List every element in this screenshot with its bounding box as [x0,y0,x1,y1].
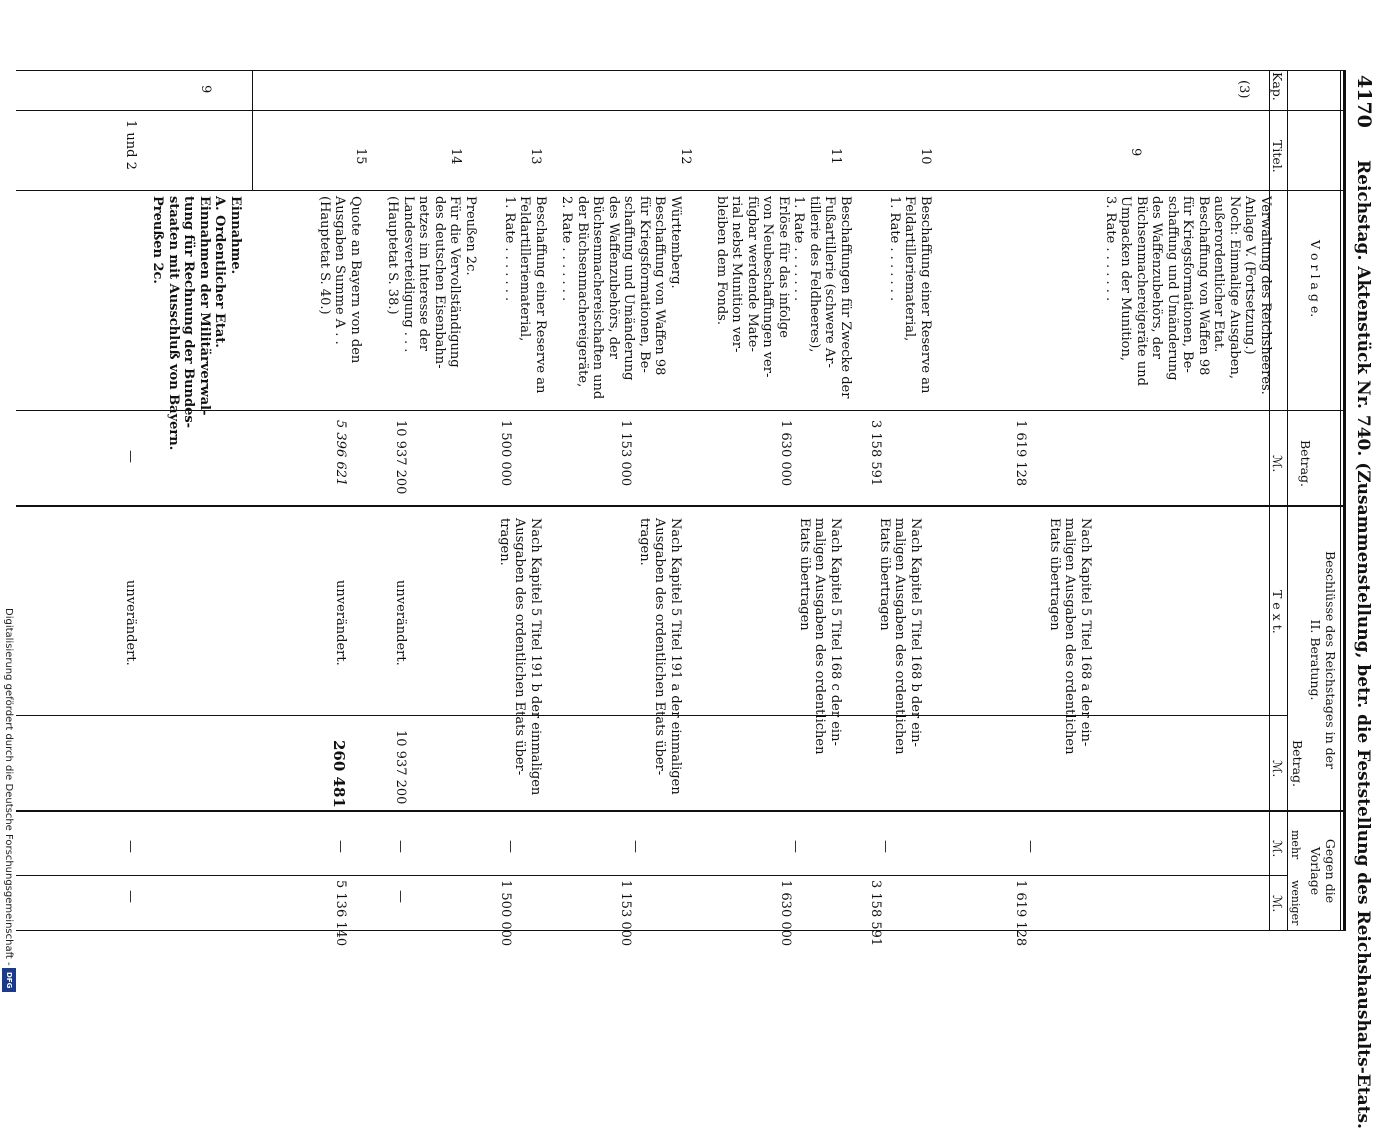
row-weniger: 1 153 000 [618,880,633,947]
row-titel: 10 [918,148,933,165]
row-vorlage-text: Verwaltung des Reichsheeres. Anlage V. (Fortsetzung.) Noch: Einmalige Ausgaben, außerordentlicher Etat. Beschaffung von Waffen 98 für Kriegsformationen, Be- schaffung und Umänderung des Waffenzubehörs, der Büchsenmachereigeräte und Umpacken der Munition, 3. Rate . . . . . . . [1103,196,1273,395]
row-weniger: — [393,890,408,903]
row-betrag: 1 153 000 [618,420,633,487]
row-titel: 9 [1128,148,1143,157]
row-beschluss-text: Nach Kapitel 5 Titel 168 b der ein- maligen Ausgaben des ordentlichen Etats übertragen [877,518,923,755]
row-weniger: — [123,890,138,903]
col-header-beschluesse: Beschlüsse des Reichstages in der II. Beratung. [1308,550,1338,770]
kap-value-3: (3) [1236,80,1251,99]
col-header-gegen: Gegen die Vorlage [1308,838,1338,904]
row-weniger: 1 619 128 [1013,880,1028,947]
row-vorlage-text: Einnahme. A. Ordentlicher Etat. Einnahmen der Militärverwal- tung für Rechnung der Bundes- staaten mit Ausschluß von Bayern. Preußen 2c. [150,196,243,451]
row-betrag: 10 937 200 [393,420,408,495]
row-betrag: 1 630 000 [778,420,793,487]
row-betrag: 5 396 621 [333,420,348,487]
row-mehr: — [788,840,803,853]
col-header-mark4: ℳ. [1270,895,1285,913]
page-number: 4170 [1353,75,1375,128]
row-beschluss-text: Nach Kapitel 5 Titel 191 a der einmaligen Ausgaben des ordentlichen Etats über- tragen. [637,518,683,795]
row-mehr: — [628,840,643,853]
col-sep-betrag [16,505,1346,507]
row-beschluss-text: Nach Kapitel 5 Titel 168 a der ein- maligen Ausgaben des ordentlichen Etats übertragen [1047,518,1093,755]
col-header-weniger: weniger [1289,880,1302,926]
row-separator [252,70,253,190]
footer-credit: Digitalisierung gefördert durch die Deutsche Forschungsgemeinschaft - [3,608,14,966]
col-header-mark3: ℳ. [1270,840,1285,858]
col-sep-titel [16,190,1346,191]
col-header-mark2: ℳ. [1270,760,1285,778]
row-betrag: — [123,450,138,463]
row-beschluss-text: unverändert. [123,580,138,666]
row-titel: 14 [448,148,463,165]
row-mehr: — [333,840,348,853]
header-rule-thin [1340,70,1341,930]
row-beschluss-text: Nach Kapitel 5 Titel 168 c der ein- maligen Ausgaben des ordentlichen Etats übertragen [797,518,843,755]
col-header-mehr: mehr [1289,830,1302,860]
row-mehr: — [1023,840,1038,853]
row-weniger: 1 630 000 [778,880,793,947]
row-vorlage-text: Quote an Bayern von den Ausgaben Summe A . . (Hauptetat S. 40.) [317,196,363,364]
row-mehr: — [878,840,893,853]
page-header-title: Reichstag. Aktenstück Nr. 740. (Zusammenstellung, betr. die Feststellung des Reichshaushalts-Etats. [1353,160,1373,1129]
row-betrag2: 10 937 200 [393,730,408,805]
footer [0,0,20,1000]
row-vorlage-text: Württemberg. Beschaffung von Waffen 98 für Kriegsformationen, Be- schaffung und Umänderung des Waffenzubehörs, der Büchsenmachereischaften und der Büchsenmachereigeräte, 2. Rate . . . . . . . [559,196,683,400]
col-sep-left [16,70,1346,71]
row-titel: 12 [678,148,693,165]
col-header-titel: Titel. [1270,140,1285,173]
col-sep-kap [16,110,1346,111]
col-header-betrag: Betrag. [1298,440,1313,488]
row-vorlage-text: Beschaffung einer Reserve an Feldartilleriematerial, 1. Rate . . . . . . . [887,196,933,394]
row-beschluss-text: Nach Kapitel 5 Titel 191 b der einmaligen Ausgaben des ordentlichen Etats über- tragen. [497,518,543,796]
dfg-logo: DFG [2,968,16,992]
column-header-rule [1287,70,1288,930]
row-titel: 15 [353,148,368,165]
row-mehr: — [123,840,138,853]
row-titel: 1 und 2 [123,120,138,170]
header-rule [1343,70,1346,930]
row-vorlage-text: Preußen 2c. Für die Vervollständigung des deutschen Eisenbahn- netzes im Interesse der Landesverteidigung . . . (Hauptetat S. 38.) [385,196,478,369]
row-weniger: 3 158 591 [868,880,883,947]
row-mehr: — [503,840,518,853]
row-betrag: 1 500 000 [498,420,513,487]
row-beschluss-text: unverändert. [333,580,348,666]
col-header-vorlage: V o r l a g e. [1308,240,1323,318]
kap-value-9: 9 [198,85,213,94]
row-titel: 11 [828,148,843,165]
col-header-mark: ℳ. [1270,455,1285,473]
row-vorlage-text: Beschaffung einer Reserve an Feldartilleriematerial, 1. Rate . . . . . . . [502,196,548,394]
row-betrag2: 260 481 [330,740,348,808]
row-titel: 13 [528,148,543,165]
row-mehr: — [393,840,408,853]
col-sep-right [16,930,1346,931]
row-vorlage-text: Beschaffungen für Zwecke der Fußartillerie (schwere Ar- tillerie des Feldheeres), 1. Rate . . . . . . . Erlöse für das infolge von Neubeschaffungen ver- fügbar werdende Mate- rial nebst Munition ver- bleiben dem Fonds. [714,196,853,399]
col-sep-mehr [16,875,1288,876]
row-betrag: 1 619 128 [1013,420,1028,487]
row-betrag: 3 158 591 [868,420,883,487]
row-weniger: 1 500 000 [498,880,513,947]
col-header-kap: Kap. [1270,72,1285,101]
col-header-text: T e x t. [1270,590,1285,634]
col-header-betrag2: Betrag. [1290,740,1305,788]
col-sep-betrag2 [16,810,1346,812]
row-weniger: 5 136 140 [333,880,348,947]
row-beschluss-text: unverändert. [393,580,408,666]
